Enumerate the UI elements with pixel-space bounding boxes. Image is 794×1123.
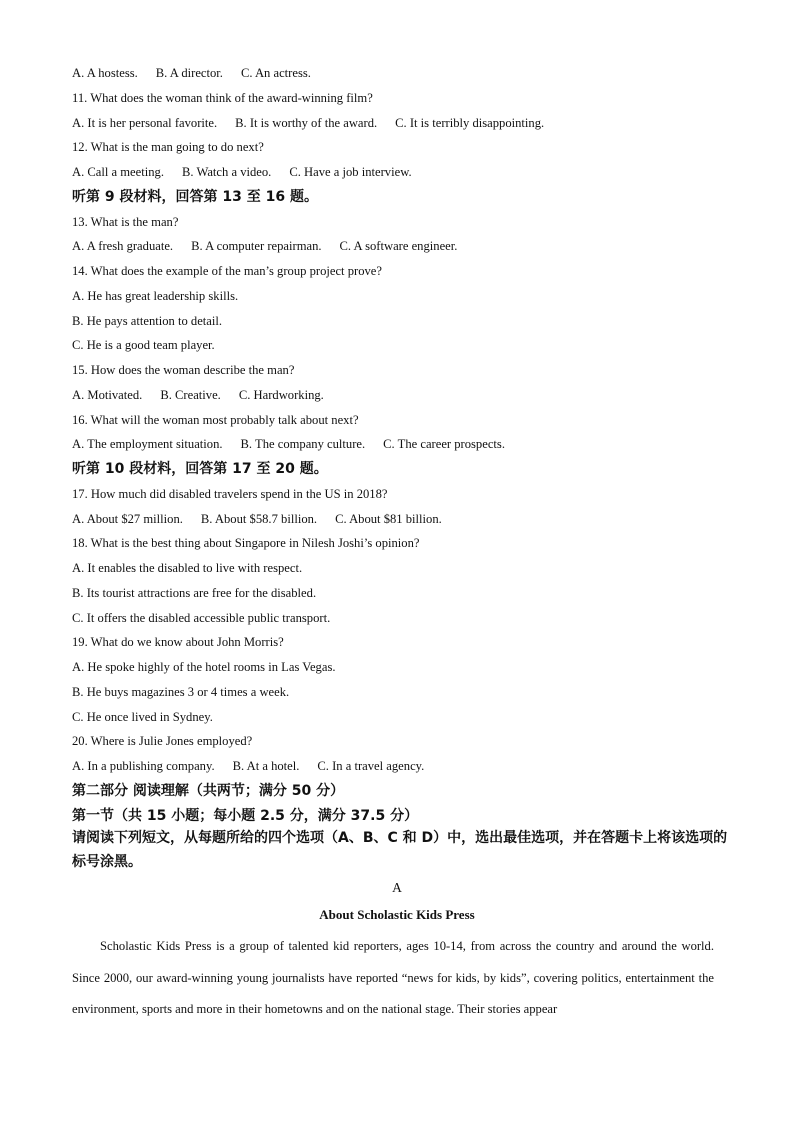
question-line: 15. How does the woman describe the man? bbox=[72, 363, 295, 377]
answer-option: B. Watch a video. bbox=[181, 165, 272, 179]
section-heading: 听第 10 段材料，回答第 17 至 20 题。 bbox=[72, 461, 328, 477]
question-line: C. It offers the disabled accessible public transport. bbox=[72, 610, 331, 625]
question-line: 12. What is the man going to do next? bbox=[72, 140, 264, 155]
answer-option: A. The employment situation. bbox=[72, 437, 223, 452]
answer-option: A. Motivated. bbox=[72, 387, 143, 402]
answer-option: B. At a hotel. bbox=[232, 759, 300, 773]
passage-label: A bbox=[392, 880, 402, 895]
answer-option: C. Hardworking. bbox=[238, 387, 324, 402]
answer-option: A. Call a meeting. bbox=[72, 165, 164, 179]
answer-option: C. In a travel agency. bbox=[317, 759, 425, 773]
passage-title: About Scholastic Kids Press bbox=[319, 907, 475, 922]
question-line: C. He is a good team player. bbox=[72, 338, 215, 353]
option-row bbox=[72, 115, 544, 131]
answer-option: B. It is worthy of the award. bbox=[235, 115, 378, 130]
reading-instruction: 请阅读下列短文，从每题所给的四个选项（A、B、C 和 D）中，选出最佳选项，并在答题卡上将该选项的标号涂黑。 bbox=[72, 830, 728, 870]
answer-option: B. A director. bbox=[155, 66, 223, 80]
answer-option: A. A hostess. bbox=[72, 66, 138, 80]
question-line: B. He buys magazines 3 or 4 times a week. bbox=[72, 684, 290, 699]
answer-option: A. A fresh graduate. bbox=[72, 239, 174, 254]
answer-option: C. A software engineer. bbox=[339, 239, 458, 254]
question-line: 19. What do we know about John Morris? bbox=[72, 635, 284, 650]
answer-option: A. It is her personal favorite. bbox=[72, 115, 218, 130]
answer-option: C. About $81 billion. bbox=[335, 511, 442, 526]
answer-option: C. Have a job interview. bbox=[289, 165, 412, 179]
question-line: 17. How much did disabled travelers spend in the US in 2018? bbox=[72, 486, 388, 501]
answer-option: A. About $27 million. bbox=[72, 511, 183, 526]
option-row bbox=[72, 387, 324, 403]
answer-option: B. The company culture. bbox=[240, 437, 366, 452]
question-line: 11. What does the woman think of the award-winning film? bbox=[72, 90, 373, 105]
question-line: B. He pays attention to detail. bbox=[72, 313, 223, 328]
answer-option: C. The career prospects. bbox=[383, 437, 505, 452]
section-heading: 听第 9 段材料，回答第 13 至 16 题。 bbox=[72, 188, 318, 205]
question-line: 14. What does the example of the man’s group project prove? bbox=[72, 264, 382, 278]
section-heading: 第二部分 阅读理解（共两节；满分 50 分） bbox=[72, 782, 345, 799]
question-line: C. He once lived in Sydney. bbox=[72, 709, 213, 724]
passage-paragraph: Scholastic Kids Press is a group of talented kid reporters, ages 10-14, from across the country and around the world. Since 2000, our award-winning young journalists have reported “news for kids, by kids”, covering politics, entertainment the environment, sports and more in their hometowns and on the national stage. Their stories appear bbox=[72, 939, 714, 1016]
question-line: A. He has great leadership skills. bbox=[72, 288, 239, 303]
answer-option: C. It is terribly disappointing. bbox=[395, 115, 545, 130]
answer-option: B. About $58.7 billion. bbox=[200, 511, 318, 526]
question-line: 16. What will the woman most probably talk about next? bbox=[72, 412, 359, 427]
option-row bbox=[72, 511, 442, 527]
question-line: 18. What is the best thing about Singapore in Nilesh Joshi’s opinion? bbox=[72, 536, 420, 551]
answer-option: B. Creative. bbox=[160, 387, 221, 402]
option-row bbox=[72, 164, 412, 180]
question-line: A. He spoke highly of the hotel rooms in Las Vegas. bbox=[72, 660, 336, 674]
question-line: 20. Where is Julie Jones employed? bbox=[72, 734, 253, 749]
question-line: 13. What is the man? bbox=[72, 214, 179, 229]
option-row bbox=[72, 436, 505, 452]
option-row bbox=[72, 758, 424, 774]
section-heading: 第一节（共 15 小题；每小题 2.5 分，满分 37.5 分） bbox=[72, 807, 419, 824]
answer-option: C. An actress. bbox=[240, 66, 311, 80]
option-row bbox=[72, 65, 311, 81]
answer-option: B. A computer repairman. bbox=[191, 239, 322, 254]
question-line: B. Its tourist attractions are free for the disabled. bbox=[72, 585, 317, 600]
question-line: A. It enables the disabled to live with respect. bbox=[72, 561, 303, 575]
answer-option: A. In a publishing company. bbox=[72, 759, 215, 773]
option-row bbox=[72, 238, 457, 254]
